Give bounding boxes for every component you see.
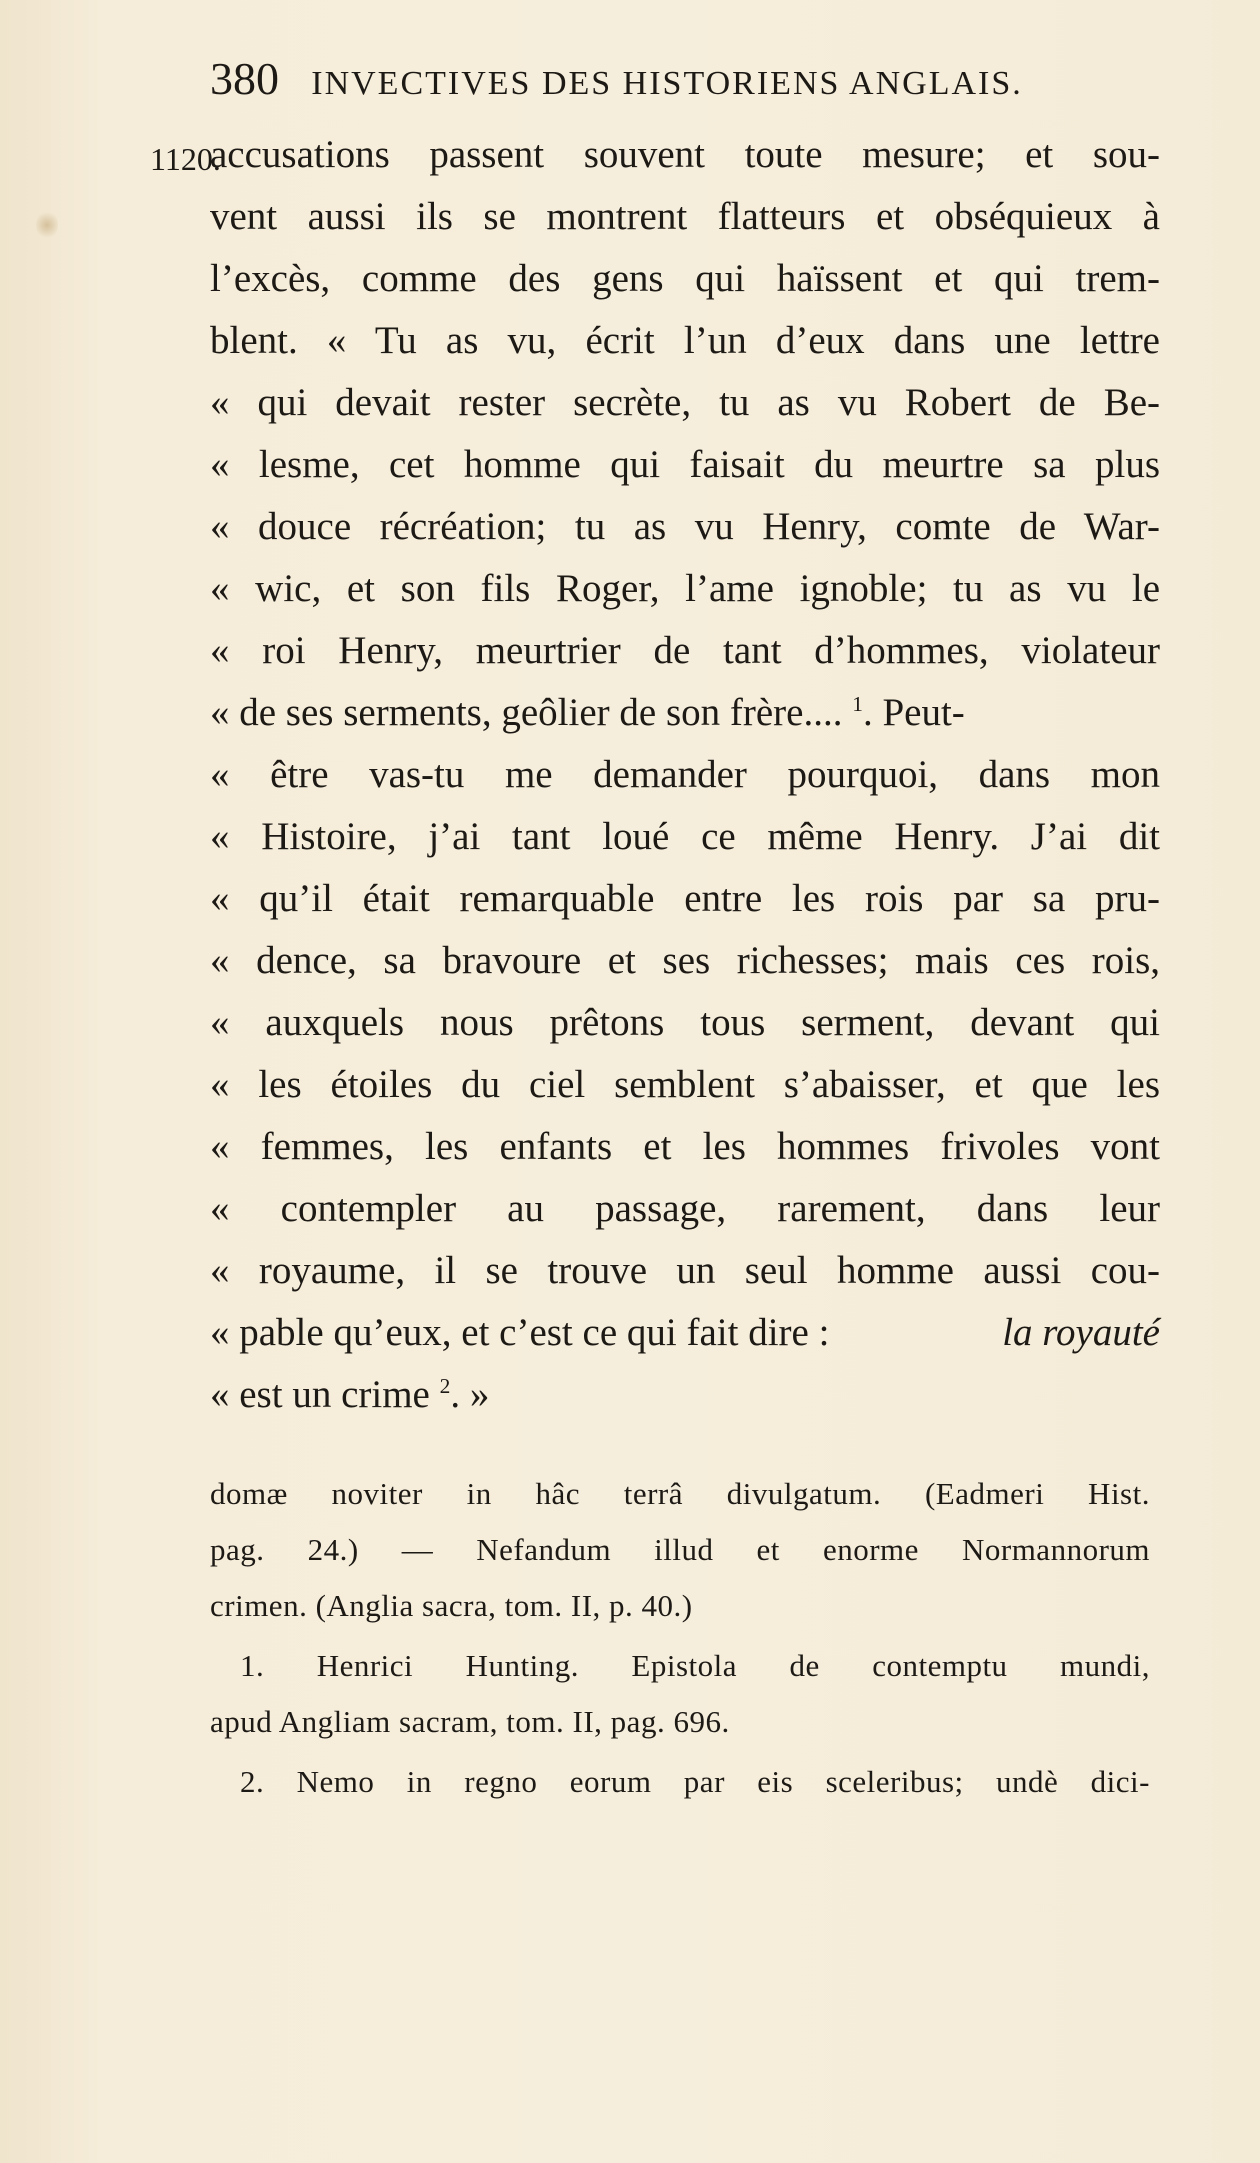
text-line: « lesme, cet homme qui faisait du meurtre sa plus xyxy=(210,443,1160,486)
text-line: « femmes, les enfants et les hommes frivoles vont xyxy=(210,1125,1160,1168)
footnote-line: crimen. (Anglia sacra, tom. II, p. 40.) xyxy=(210,1588,693,1623)
text-line-tail: . Peut- xyxy=(862,691,965,734)
footnote-1: 1. Henrici Hunting. Epistola de contemptu mundi, xyxy=(240,1648,1150,1683)
text-line-with-footnote xyxy=(210,682,1160,744)
footnote-line: pag. 24.) — Nefandum illud et enorme Normannorum xyxy=(210,1532,1150,1567)
text-line: « contempler au passage, rarement, dans leur xyxy=(210,1187,1160,1230)
footnote-ref-2: 2 xyxy=(439,1374,451,1398)
text-line: « dence, sa bravoure et ses richesses; mais ces rois, xyxy=(210,939,1160,982)
text-line: « wic, et son fils Roger, l’ame ignoble; tu as vu le xyxy=(210,567,1160,610)
text-line: accusations passent souvent toute mesure; et sou- xyxy=(210,133,1160,176)
text-line: vent aussi ils se montrent flatteurs et obséquieux à xyxy=(210,195,1160,238)
text-line: « qui devait rester secrète, tu as vu Robert de Be- xyxy=(210,381,1160,424)
text-line-with-italic xyxy=(210,1302,1160,1364)
text-line: « être vas-tu me demander pourquoi, dans mon xyxy=(210,753,1160,796)
margin-year: 1120. xyxy=(150,141,221,177)
running-title: INVECTIVES DES HISTORIENS ANGLAIS. xyxy=(311,65,1023,102)
footnote-line: apud Angliam sacram, tom. II, pag. 696. xyxy=(210,1704,730,1739)
text-line: « royaume, il se trouve un seul homme aussi cou- xyxy=(210,1249,1160,1292)
text-line-part: « est un crime xyxy=(210,1373,440,1416)
text-line: « qu’il était remarquable entre les rois par sa pru- xyxy=(210,877,1160,920)
text-line: « douce récréation; tu as vu Henry, comte de War- xyxy=(210,505,1160,548)
italic-phrase: la royauté xyxy=(1002,1311,1160,1354)
footnote-2: 2. Nemo in regno eorum par eis sceleribus; undè dici- xyxy=(240,1764,1150,1799)
page-number: 380 xyxy=(210,53,279,104)
footnote-line: domæ noviter in hâc terrâ divulgatum. (Eadmeri Hist. xyxy=(210,1476,1150,1511)
text-line: l’excès, comme des gens qui haïssent et qui trem- xyxy=(210,257,1160,300)
page-header xyxy=(210,52,1090,112)
text-line-last xyxy=(210,1364,489,1426)
text-line-tail: . » xyxy=(450,1373,490,1416)
text-line-part: « de ses serments, geôlier de son frère.... xyxy=(210,691,853,734)
paper-stain xyxy=(36,210,58,240)
text-line: « auxquels nous prêtons tous serment, devant qui xyxy=(210,1001,1160,1044)
text-line: « roi Henry, meurtrier de tant d’hommes, violateur xyxy=(210,629,1160,672)
footnote-ref-1: 1 xyxy=(852,692,863,716)
text-line-part: « pable qu’eux, et c’est ce qui fait dire : xyxy=(210,1311,830,1354)
text-line: blent. « Tu as vu, écrit l’un d’eux dans une lettre xyxy=(210,319,1160,362)
text-line: « Histoire, j’ai tant loué ce même Henry. J’ai dit xyxy=(210,815,1160,858)
text-line: « les étoiles du ciel semblent s’abaisser, et que les xyxy=(210,1063,1160,1106)
